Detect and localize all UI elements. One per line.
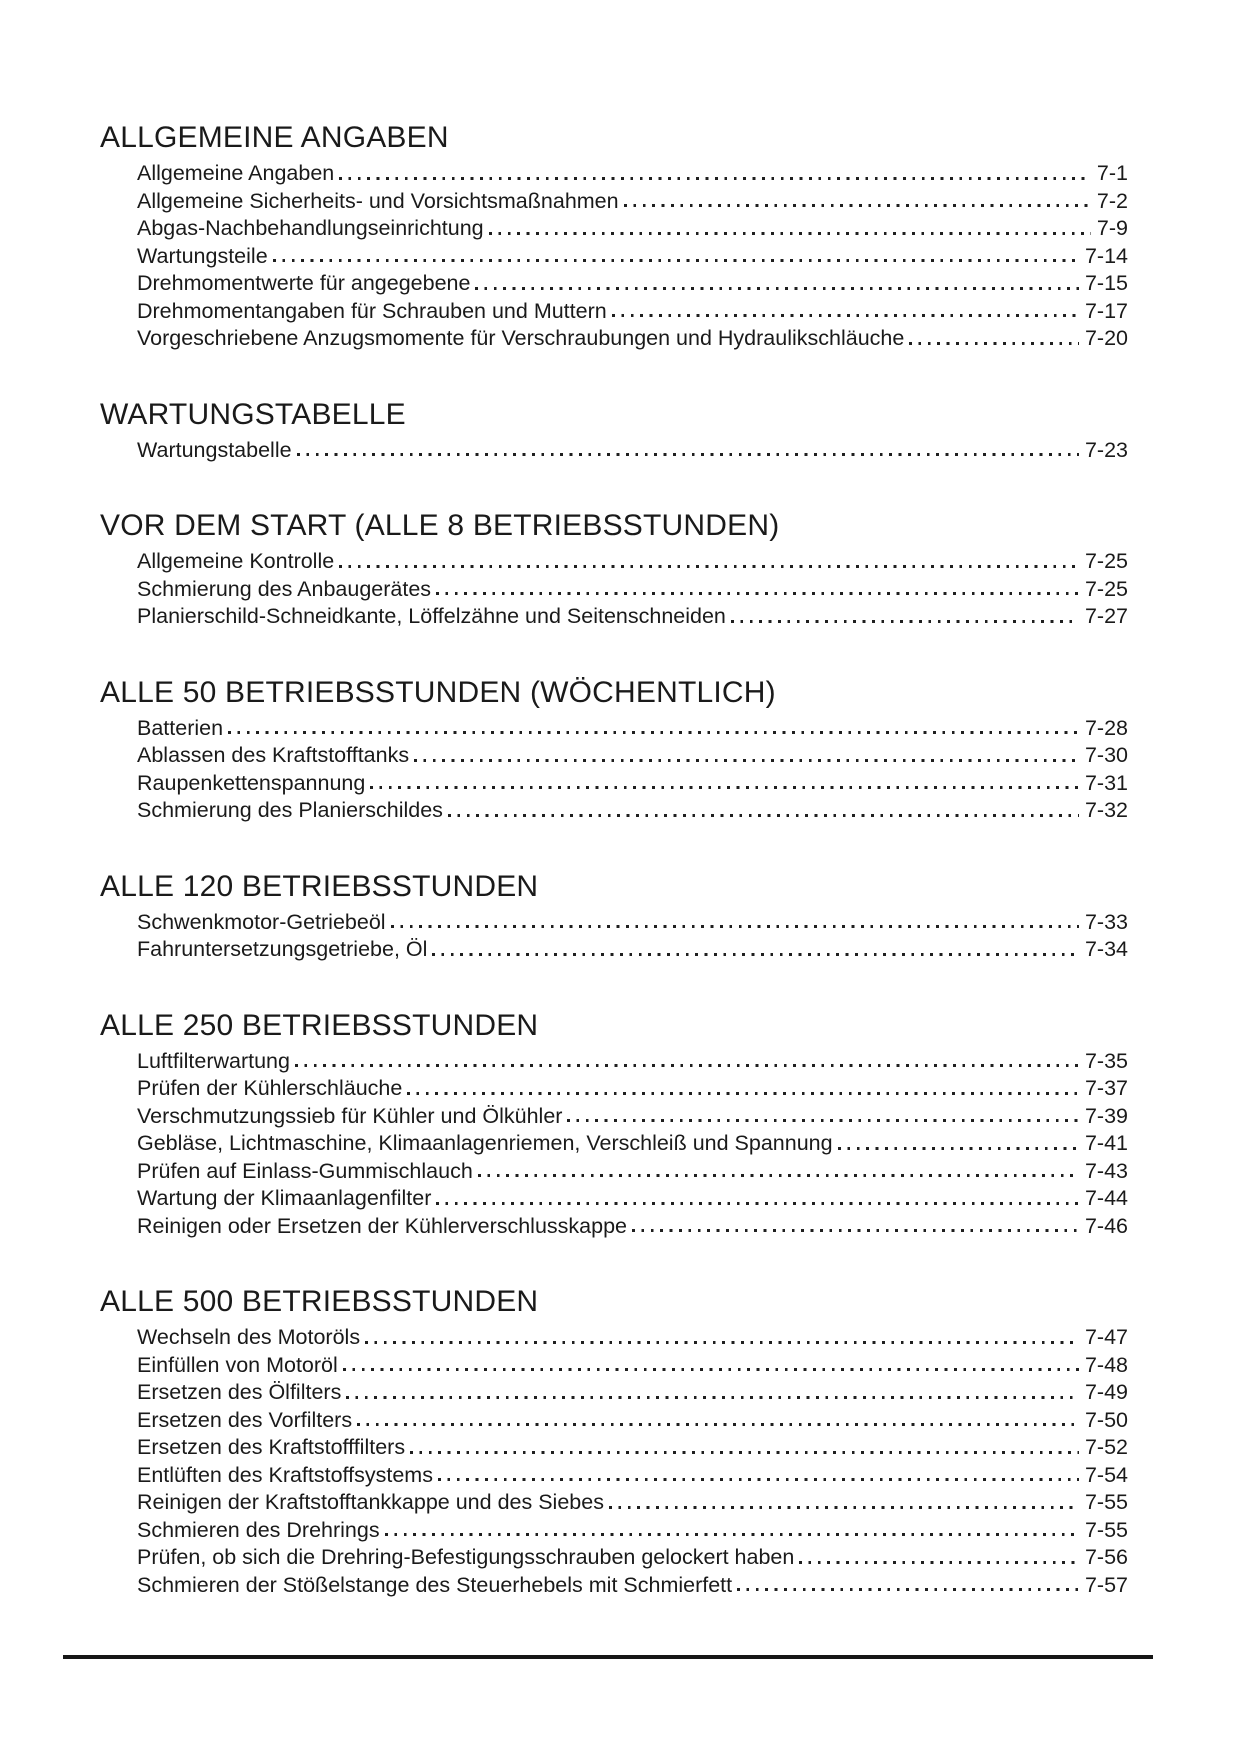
toc-entry-label: Prüfen auf Einlass-Gummischlauch (137, 1158, 473, 1183)
leader-dots (228, 731, 1079, 734)
leader-dots (295, 1064, 1079, 1067)
toc-section (100, 506, 1128, 631)
toc-entry-label: Fahruntersetzungsgetriebe, Öl (137, 937, 428, 961)
toc-entry-page: 7-48 (1084, 1352, 1128, 1377)
toc-entry-page: 7-9 (1096, 216, 1128, 240)
toc-entry (137, 1075, 1128, 1103)
toc-entry-page: 7-52 (1084, 1435, 1128, 1459)
section-heading: VOR DEM START (ALLE 8 BETRIEBSSTUNDEN) (100, 509, 780, 542)
leader-dots (448, 814, 1079, 817)
toc-entry-label: Ablassen des Kraftstofftanks (137, 743, 410, 767)
toc-entry (137, 215, 1128, 243)
leader-dots (731, 620, 1079, 623)
toc-entry (137, 548, 1128, 576)
toc-entry-page: 7-55 (1084, 1517, 1128, 1542)
section-entries (137, 1324, 1128, 1599)
toc-entry-label: Gebläse, Lichtmaschine, Klimaanlagenriemen, Verschleiß und Spannung (137, 1131, 833, 1155)
toc-entry-page: 7-56 (1084, 1545, 1128, 1569)
leader-dots (475, 287, 1079, 290)
toc-entry (137, 243, 1128, 271)
leader-dots (489, 232, 1091, 235)
toc-entry (137, 1407, 1128, 1435)
section-heading: ALLE 500 BETRIEBSSTUNDEN (100, 1285, 539, 1318)
toc-entry-page: 7-37 (1084, 1076, 1128, 1100)
toc-entry (137, 1434, 1128, 1462)
toc-entry-label: Allgemeine Kontrolle (137, 549, 335, 573)
toc-entry (137, 1103, 1128, 1131)
toc-entry-label: Einfüllen von Motoröl (137, 1352, 338, 1377)
leader-dots (838, 1147, 1079, 1150)
toc-entry-label: Ersetzen des Vorfilters (137, 1407, 353, 1432)
toc-entry-label: Reinigen der Kraftstofftankkappe und des Siebes (137, 1490, 604, 1514)
section-entries (137, 437, 1128, 465)
toc-entry (137, 1544, 1128, 1572)
leader-dots (346, 1396, 1079, 1399)
leader-dots (612, 314, 1079, 317)
toc-entry-page: 7-25 (1084, 549, 1128, 573)
toc-entry-page: 7-41 (1084, 1131, 1128, 1155)
leader-dots (410, 1451, 1079, 1454)
toc-entry-page: 7-50 (1084, 1407, 1128, 1432)
leader-dots (737, 1588, 1079, 1591)
leader-dots (385, 1533, 1079, 1536)
toc-entry (137, 770, 1128, 798)
section-entries (137, 1048, 1128, 1241)
toc-entry-page: 7-34 (1084, 937, 1128, 961)
toc-entry-label: Ersetzen des Kraftstofffilters (137, 1435, 406, 1459)
section-entries (137, 715, 1128, 825)
toc-entry (137, 270, 1128, 298)
section-heading: ALLE 250 BETRIEBSSTUNDEN (100, 1008, 539, 1042)
toc-entry-page: 7-47 (1084, 1325, 1128, 1349)
leader-dots (432, 953, 1079, 956)
toc-entry-page: 7-20 (1084, 326, 1128, 350)
toc-entry-label: Batterien (137, 715, 224, 740)
toc-entry-page: 7-15 (1084, 271, 1128, 295)
leader-dots (632, 1229, 1079, 1232)
leader-dots (436, 1202, 1079, 1205)
toc-entry (137, 1352, 1128, 1380)
toc-entry (137, 909, 1128, 937)
toc-entry (137, 1517, 1128, 1545)
toc-entry-page: 7-35 (1084, 1048, 1128, 1073)
toc-entry-label: Prüfen, ob sich die Drehring-Befestigungsschrauben gelockert haben (137, 1545, 795, 1569)
toc-section (100, 1006, 1128, 1241)
toc-entry-label: Reinigen oder Ersetzen der Kühlerverschlusskappe (137, 1213, 627, 1238)
section-heading: ALLE 50 BETRIEBSSTUNDEN (WÖCHENTLICH) (100, 675, 776, 709)
toc-entry (137, 1462, 1128, 1490)
leader-dots (609, 1506, 1079, 1509)
toc-entry-page: 7-55 (1084, 1490, 1128, 1514)
toc-entry-label: Schmierung des Planierschildes (137, 798, 443, 822)
section-heading: ALLE 120 BETRIEBSSTUNDEN (100, 869, 539, 903)
section-heading: WARTUNGSTABELLE (100, 397, 406, 431)
toc-section (100, 1282, 1128, 1599)
toc-entry-label: Allgemeine Sicherheits- und Vorsichtsmaßnahmen (137, 188, 619, 213)
toc-entry-label: Vorgeschriebene Anzugsmomente für Verschraubungen und Hydraulikschläuche (137, 326, 905, 350)
leader-dots (343, 1368, 1079, 1371)
toc-entry-page: 7-27 (1084, 604, 1128, 628)
leader-dots (339, 177, 1091, 180)
section-entries (137, 160, 1128, 353)
toc-entry (137, 742, 1128, 770)
toc-entry-label: Schmierung des Anbaugerätes (137, 576, 432, 601)
toc-entry-page: 7-33 (1084, 909, 1128, 934)
toc-entry-page: 7-54 (1084, 1462, 1128, 1487)
toc-section (100, 118, 1128, 353)
toc-entry (137, 298, 1128, 326)
leader-dots (436, 592, 1079, 595)
toc-entry-page: 7-57 (1084, 1572, 1128, 1597)
toc-entry-page: 7-44 (1084, 1186, 1128, 1210)
toc-entry (137, 1213, 1128, 1241)
leader-dots (478, 1174, 1079, 1177)
toc-entry (137, 1185, 1128, 1213)
toc-entry-label: Schmieren des Drehrings (137, 1517, 380, 1542)
toc-entry (137, 603, 1128, 631)
toc-entry (137, 1324, 1128, 1352)
toc-entry-page: 7-43 (1084, 1158, 1128, 1183)
leader-dots (909, 342, 1079, 345)
toc-entry-label: Wartungsteile (137, 243, 268, 268)
leader-dots (624, 204, 1091, 207)
toc-entry-label: Planierschild-Schneidkante, Löffelzähne und Seitenschneiden (137, 604, 726, 628)
leader-dots (370, 786, 1079, 789)
toc-entry-page: 7-2 (1096, 188, 1128, 213)
toc-entry-page: 7-17 (1084, 298, 1128, 323)
bottom-rule (63, 1655, 1153, 1659)
toc-entry-label: Abgas-Nachbehandlungseinrichtung (137, 216, 484, 240)
leader-dots (438, 1478, 1079, 1481)
toc-entry-label: Drehmomentwerte für angegebene (137, 271, 471, 295)
toc-entry (137, 936, 1128, 964)
leader-dots (365, 1341, 1079, 1344)
leader-dots (799, 1561, 1079, 1564)
toc-entry (137, 325, 1128, 353)
section-heading: ALLGEMEINE ANGABEN (100, 121, 449, 154)
leader-dots (357, 1423, 1079, 1426)
toc-entry (137, 1130, 1128, 1158)
leader-dots (297, 453, 1079, 456)
toc-entry-page: 7-28 (1084, 715, 1128, 740)
leader-dots (391, 925, 1079, 928)
toc-entry (137, 1489, 1128, 1517)
toc-section (100, 673, 1128, 825)
toc-entry (137, 715, 1128, 743)
toc-entry-page: 7-49 (1084, 1380, 1128, 1404)
toc-entry-label: Wartungstabelle (137, 437, 292, 462)
toc-entry (137, 1379, 1128, 1407)
toc-entry (137, 1048, 1128, 1076)
toc-entry-label: Wartung der Klimaanlagenfilter (137, 1186, 432, 1210)
toc-entry-page: 7-32 (1084, 798, 1128, 822)
toc-entry-label: Ersetzen des Ölfilters (137, 1380, 342, 1404)
toc-entry-label: Schmieren der Stößelstange des Steuerhebels mit Schmierfett (137, 1572, 733, 1597)
toc-entry-page: 7-46 (1084, 1213, 1128, 1238)
toc-entry-label: Allgemeine Angaben (137, 161, 335, 185)
toc-entry-label: Raupenkettenspannung (137, 770, 366, 795)
toc-sections-container (100, 118, 1128, 1599)
toc-entry-page: 7-1 (1096, 161, 1128, 185)
leader-dots (567, 1119, 1079, 1122)
leader-dots (339, 565, 1079, 568)
toc-entry (137, 437, 1128, 465)
toc-entry (137, 188, 1128, 216)
toc-entry (137, 1572, 1128, 1600)
toc-entry-label: Verschmutzungssieb für Kühler und Ölkühler (137, 1103, 563, 1128)
section-entries (137, 548, 1128, 631)
toc-entry (137, 576, 1128, 604)
toc-entry-label: Entlüften des Kraftstoffsystems (137, 1462, 433, 1487)
toc-entry-label: Wechseln des Motoröls (137, 1325, 361, 1349)
toc-entry (137, 1158, 1128, 1186)
toc-entry-page: 7-30 (1084, 743, 1128, 767)
toc-entry-label: Luftfilterwartung (137, 1048, 290, 1073)
toc-entry (137, 160, 1128, 188)
toc-entry-label: Prüfen der Kühlerschläuche (137, 1076, 403, 1100)
toc-entry-page: 7-23 (1084, 437, 1128, 462)
toc-entry (137, 797, 1128, 825)
leader-dots (414, 759, 1079, 762)
leader-dots (407, 1092, 1079, 1095)
toc-entry-page: 7-39 (1084, 1103, 1128, 1128)
leader-dots (273, 259, 1079, 262)
toc-entry-page: 7-31 (1084, 770, 1128, 795)
toc-section (100, 395, 1128, 465)
section-entries (137, 909, 1128, 964)
toc-entry-label: Schwenkmotor-Getriebeöl (137, 909, 386, 934)
toc-entry-label: Drehmomentangaben für Schrauben und Muttern (137, 298, 607, 323)
toc-entry-page: 7-14 (1084, 243, 1128, 268)
toc-section (100, 867, 1128, 964)
toc-entry-page: 7-25 (1084, 576, 1128, 601)
